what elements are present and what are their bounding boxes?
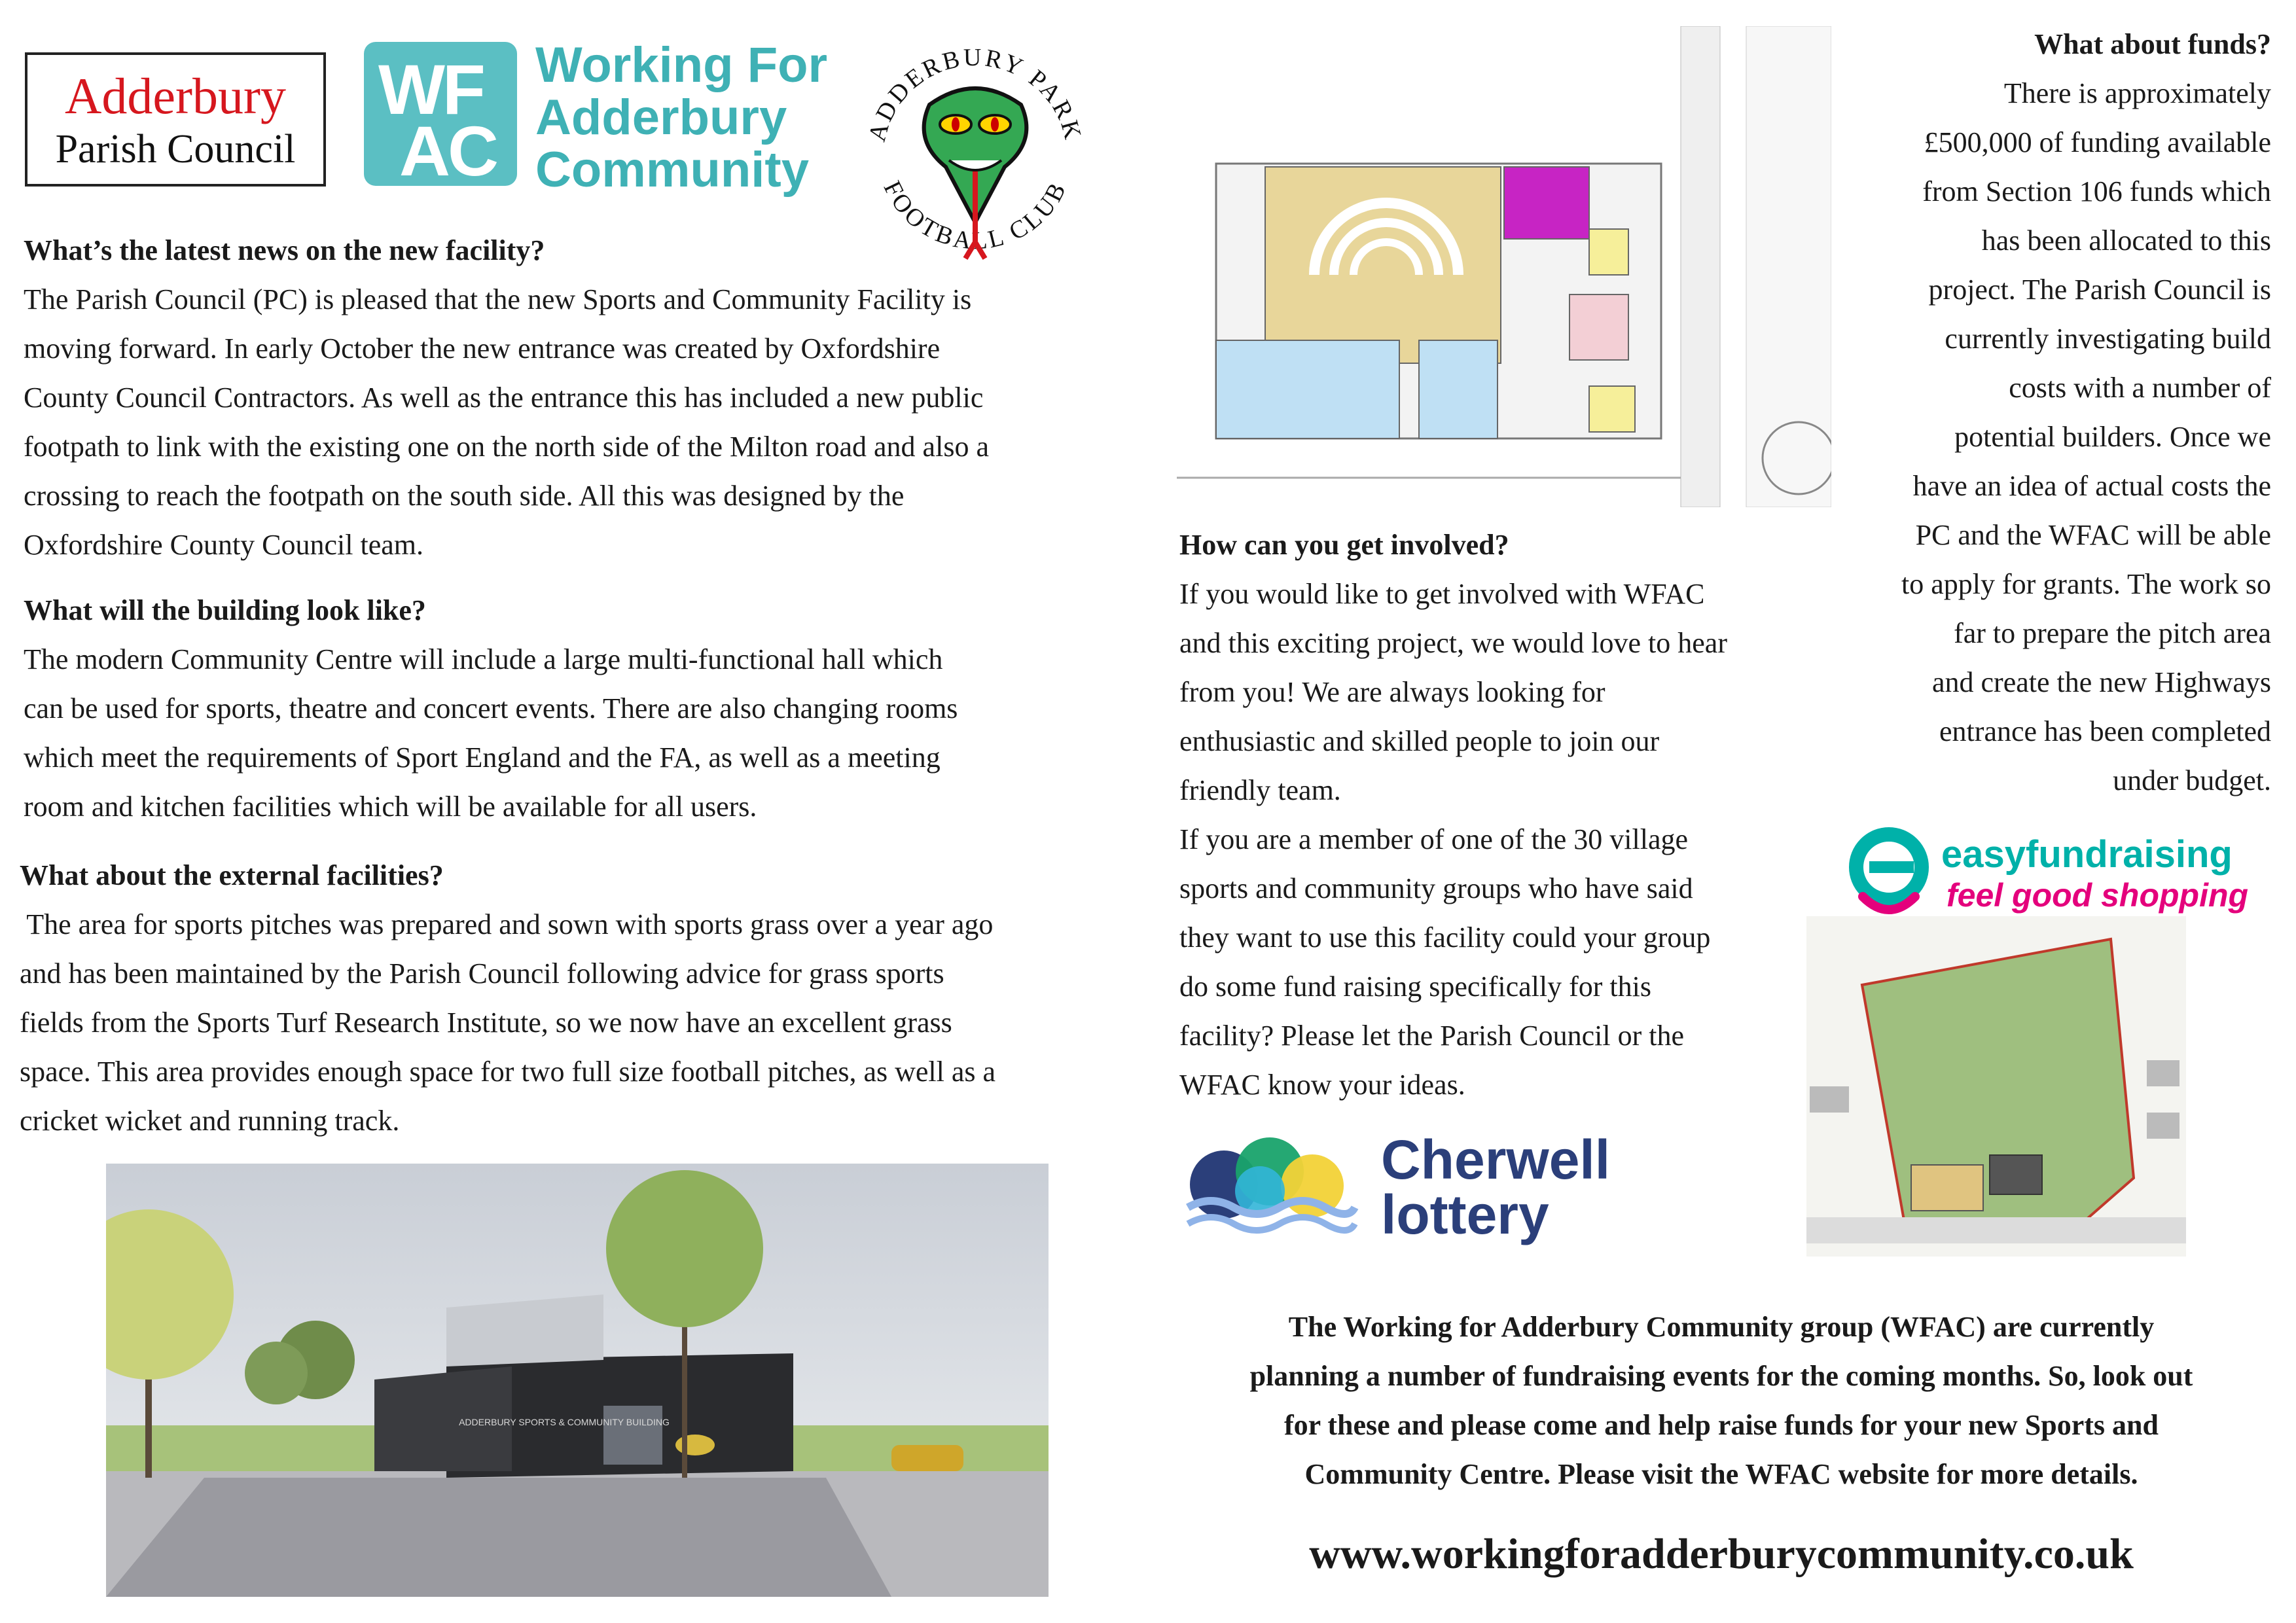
funds-line: have an idea of actual costs the (1912, 470, 2271, 502)
building-line: The modern Community Centre will include a large multi-functional hall which (24, 643, 943, 675)
cherwell-line1: Cherwell (1381, 1129, 1611, 1190)
funds-line: and create the new Highways (1931, 666, 2271, 698)
building-line: can be used for sports, theatre and concert events. There are also changing rooms (24, 692, 958, 724)
news-line: crossing to reach the footpath on the south side. All this was designed by the (24, 480, 905, 512)
funds-line: potential builders. Once we (1954, 421, 2271, 453)
news-heading: What’s the latest news on the new facility? (24, 234, 545, 266)
badge-arc-top: ADDERBURY PARK (863, 43, 1088, 145)
funds-line: currently investigating build (1945, 323, 2271, 355)
wfac-name-line: Adderbury (535, 90, 787, 145)
news-line: Oxfordshire County Council team. (24, 529, 424, 561)
involved-line: and this exciting project, we would love to hear (1179, 627, 1727, 659)
funds-line: to apply for grants. The work so (1901, 568, 2271, 600)
building-line: which meet the requirements of Sport England and the FA, as well as a meeting (24, 741, 941, 774)
external-section (20, 851, 1152, 1145)
funds-line: There is approximately (2003, 77, 2271, 109)
involved-line: If you are a member of one of the 30 village (1179, 823, 1689, 855)
parish-council-subtitle: Parish Council (55, 127, 296, 171)
funds-line: far to prepare the pitch area (1954, 617, 2271, 649)
external-line: and has been maintained by the Parish Council following advice for grass sports (20, 957, 944, 990)
external-line: space. This area provides enough space for two full size football pitches, as well as a (20, 1056, 996, 1088)
wfac-mark-top: WF (378, 50, 483, 129)
news-section (24, 226, 1149, 569)
news-line: County Council Contractors. As well as the entrance this has included a new public (24, 382, 984, 414)
building-heading: What will the building look like? (24, 594, 426, 626)
easyfundraising-name: easyfundraising (1941, 833, 2233, 876)
funds-line: £500,000 of funding available (1924, 126, 2271, 158)
wfac-mark-bottom: AC (399, 111, 496, 190)
floor-plan-image (1177, 26, 1831, 507)
involved-line: do some fund raising specifically for this (1179, 971, 1651, 1003)
news-line: moving forward. In early October the new entrance was created by Oxfordshire (24, 332, 941, 365)
external-heading: What about the external facilities? (20, 859, 444, 891)
funds-line: from Section 106 funds which (1922, 175, 2271, 207)
external-line: cricket wicket and running track. (20, 1105, 400, 1137)
funds-line: has been allocated to this (1981, 224, 2271, 257)
funds-section (1820, 20, 2271, 805)
news-line: The Parish Council (PC) is pleased that the new Sports and Community Facility is (24, 283, 972, 315)
website-link[interactable]: www.workingforadderburycommunity.co.uk (1309, 1530, 2134, 1578)
render-sign: ADDERBURY SPORTS & COMMUNITY BUILDING (459, 1417, 670, 1427)
note-line: planning a number of fundraising events for the coming months. So, look out (1249, 1360, 2193, 1392)
funds-line: entrance has been completed (1939, 715, 2271, 747)
involved-line: friendly team. (1179, 774, 1341, 806)
cherwell-line2: lottery (1381, 1184, 1549, 1245)
external-line: The area for sports pitches was prepared and sown with sports grass over a year ago (20, 908, 994, 940)
easyfundraising-logo (1843, 818, 2249, 923)
parish-council-logo (25, 52, 326, 187)
involved-line: sports and community groups who have said (1179, 872, 1693, 904)
wfac-name-line: Community (535, 142, 809, 198)
involved-line: facility? Please let the Parish Council or the (1179, 1020, 1685, 1052)
news-line: footpath to link with the existing one on the north side of the Milton road and also a (24, 431, 989, 463)
site-plan-image (1806, 916, 2186, 1257)
note-line: Community Centre. Please visit the WFAC website for more details. (1304, 1458, 2138, 1490)
fundraising-note (1165, 1302, 2278, 1499)
involved-line: enthusiastic and skilled people to join our (1179, 725, 1660, 757)
involved-section (1179, 520, 1821, 1109)
note-line: The Working for Adderbury Community group (WFAC) are currently (1288, 1311, 2155, 1343)
wfac-logo-mark (364, 42, 517, 190)
wfac-logo-name (535, 39, 836, 196)
involved-line: WFAC know your ideas. (1179, 1069, 1465, 1101)
external-line: fields from the Sports Turf Research Institute, so we now have an excellent grass (20, 1007, 952, 1039)
badge-arc-bottom: FOOTBALL CLUB (878, 176, 1073, 255)
wfac-name-line: Working For (535, 37, 828, 93)
note-line: for these and please come and help raise funds for your new Sports and (1283, 1409, 2159, 1441)
funds-line: under budget. (2113, 764, 2271, 796)
easyfundraising-tagline: feel good shopping (1946, 877, 2249, 914)
building-section (24, 586, 1149, 831)
involved-heading: How can you get involved? (1179, 529, 1509, 561)
funds-line: costs with a number of (2009, 372, 2271, 404)
funds-heading: What about funds? (2034, 28, 2271, 60)
cherwell-lottery-name (1381, 1129, 1611, 1245)
involved-line: If you would like to get involved with WFAC (1179, 578, 1705, 610)
funds-line: PC and the WFAC will be able (1915, 519, 2271, 551)
involved-line: from you! We are always looking for (1179, 676, 1605, 708)
building-line: room and kitchen facilities which will be available for all users. (24, 791, 757, 823)
funds-line: project. The Parish Council is (1928, 274, 2271, 306)
involved-line: they want to use this facility could your group (1179, 921, 1711, 954)
building-render-image (106, 1164, 1049, 1597)
parish-council-name: Adderbury (65, 67, 286, 124)
